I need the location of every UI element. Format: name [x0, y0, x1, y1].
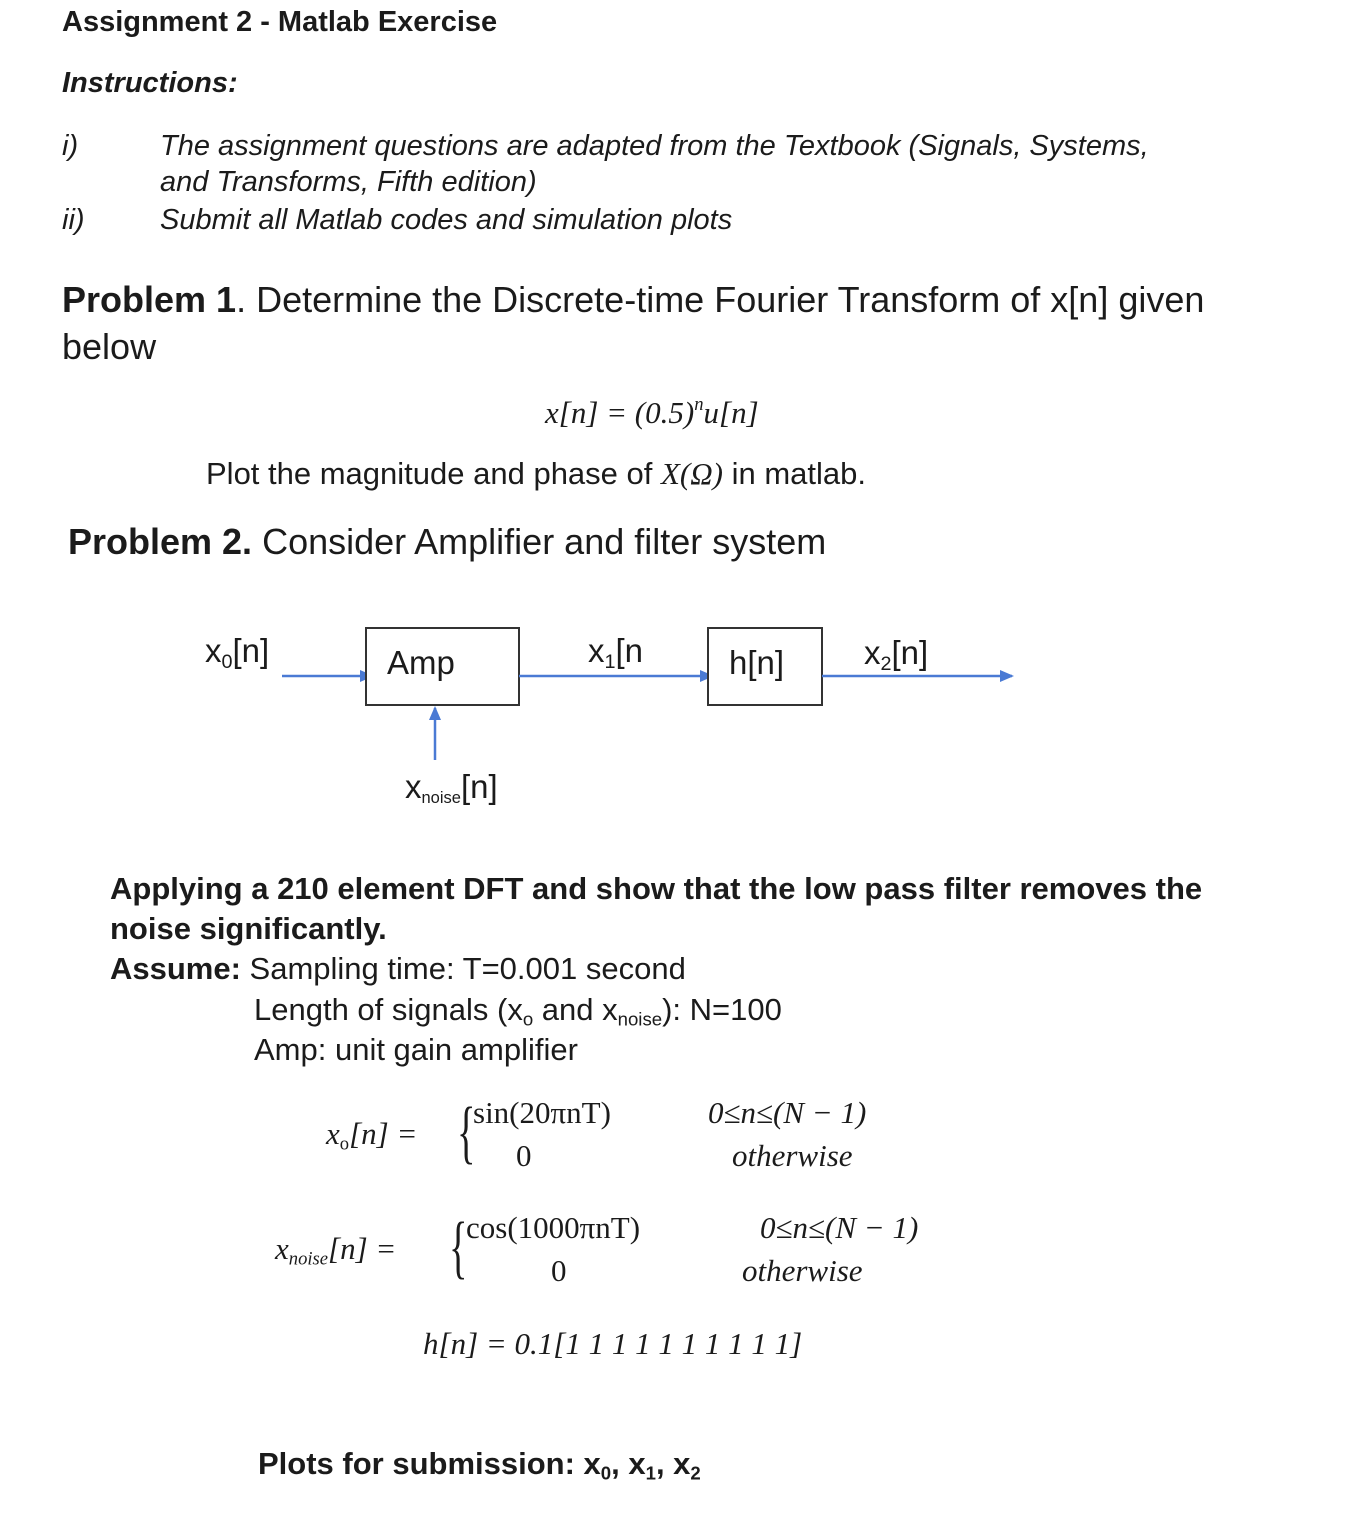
filter-label: h[n] [729, 644, 785, 681]
length-sub-0: o [522, 1008, 534, 1030]
instruction-1-line-1: The assignment questions are adapted from the Textbook (Signals, Systems, [160, 130, 1149, 162]
x1-tail: [n [615, 632, 644, 669]
x0-brace: { [457, 1094, 476, 1171]
input-sub: 0 [221, 650, 233, 673]
sampling-time: Sampling time: T=0.001 second [240, 951, 686, 986]
xnoise-condition-2: otherwise [742, 1253, 863, 1288]
submission-label: Plots for submission: [258, 1446, 575, 1481]
noise-signal-label [405, 768, 498, 808]
noise-tail: [n] [460, 768, 498, 805]
x2-tail: [n] [891, 634, 929, 671]
plot-prefix: Plot the magnitude and phase of [206, 456, 661, 491]
noise-base: x [405, 768, 422, 805]
assume-line [110, 951, 686, 987]
submission-x1-sub: 1 [645, 1462, 656, 1484]
xnoise-brace: { [449, 1209, 468, 1286]
xnoise-condition-1: 0≤n≤(N − 1) [760, 1210, 919, 1245]
assume-label: Assume: [110, 951, 241, 986]
submission-x0-sub: 0 [600, 1462, 612, 1484]
instruction-number-2: ii) [62, 204, 85, 236]
input-tail: [n] [232, 632, 270, 669]
task-line-1: Applying a 210 element DFT and show that the low pass filter removes the [110, 871, 1203, 906]
problem-1-text-line-2: below [62, 326, 157, 367]
submission-x2-sub: 2 [690, 1462, 701, 1484]
input-base: x [205, 632, 222, 669]
x1-signal-label [588, 632, 643, 674]
problem-1-text: . Determine the Discrete-time Fourier Transform of x[n] given [236, 279, 1205, 320]
plot-suffix: in matlab. [723, 456, 867, 491]
xnoise-lhs [275, 1231, 396, 1271]
submission-x0-base: x [574, 1446, 601, 1481]
x2-sub: 2 [880, 652, 892, 675]
x0-lhs-sub: o [339, 1133, 350, 1155]
x0-lhs-tail: [n] = [349, 1116, 418, 1151]
signal-length-line [254, 992, 782, 1031]
length-prefix: Length of signals (x [254, 992, 523, 1027]
submission-line [258, 1446, 701, 1485]
submission-x2-base: , x [655, 1446, 691, 1481]
x0-lhs-base: x [326, 1116, 340, 1151]
eq-rhs: u[n] [703, 395, 759, 431]
plot-math: X(Ω) [661, 456, 723, 491]
amp-gain-line: Amp: unit gain amplifier [254, 1032, 578, 1067]
x0-case-2: 0 [516, 1138, 532, 1173]
xnoise-lhs-tail: [n] = [328, 1231, 397, 1266]
xnoise-case-1: cos(1000πnT) [466, 1210, 641, 1245]
filter-equation: h[n] = 0.1[1 1 1 1 1 1 1 1 1 1] [423, 1326, 803, 1361]
eq-lhs: x[n] = (0.5) [545, 395, 695, 431]
x0-lhs [326, 1116, 417, 1156]
xnoise-case-2: 0 [551, 1253, 567, 1288]
problem-1-label: Problem 1 [62, 279, 237, 320]
xnoise-lhs-base: x [275, 1231, 289, 1266]
problem-2-label: Problem 2. [68, 521, 253, 562]
x0-case-1: sin(20πnT) [473, 1095, 611, 1130]
x1-sub: 1 [604, 650, 616, 673]
length-suffix: ): N=100 [662, 992, 782, 1027]
length-sub-noise: noise [617, 1008, 663, 1030]
eq-exponent: n [694, 394, 704, 415]
noise-sub: noise [421, 788, 461, 807]
submission-x1-base: , x [611, 1446, 646, 1481]
x0-condition-2: otherwise [732, 1138, 853, 1173]
assignment-title: Assignment 2 - Matlab Exercise [62, 6, 498, 38]
x0-condition-1: 0≤n≤(N − 1) [708, 1095, 867, 1130]
instructions-heading: Instructions: [62, 67, 238, 99]
instruction-number-1: i) [62, 130, 79, 162]
x1-base: x [588, 632, 605, 669]
instruction-1-line-2: and Transforms, Fifth edition) [160, 166, 537, 198]
xnoise-lhs-sub: noise [288, 1248, 329, 1270]
x2-signal-label [864, 634, 928, 676]
problem-2-text: Consider Amplifier and filter system [252, 521, 827, 562]
task-line-2: noise significantly. [110, 911, 387, 946]
instruction-2-line-1: Submit all Matlab codes and simulation plots [160, 204, 733, 236]
input-signal-label [205, 632, 269, 674]
amp-label: Amp [387, 644, 455, 681]
x2-base: x [864, 634, 881, 671]
length-mid: and x [533, 992, 618, 1027]
